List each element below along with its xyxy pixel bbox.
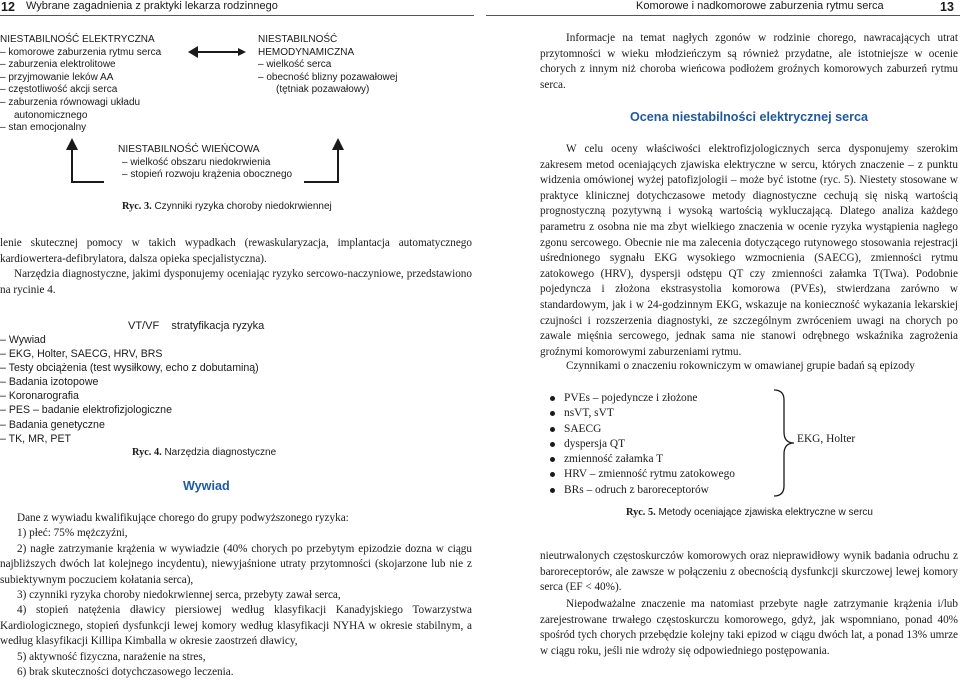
coronary-item: – stopień rozwoju krążenia obocznego [122,169,293,181]
left-paragraph-1: lenie skutecznej pomocy w takich wypadkach (rewaskularyzacja, implantacja automatycznego kardiowertera-defibrylatora, dalsza opieka specjalistyczna). [0,237,472,265]
electrical-item: autonomicznego [14,109,88,121]
right-last-paragraph: Niepodważalne znaczenie ma natomiast przebyte nagłe zatrzymanie krążenia i/lub zarejestrowane trwałego częstoskurczu komorowego, gdyż, jak wspomniano, ponad 40% spośród tych chorych przebędzie kolejny taki epizod w ciągu dwóch lat, a ponad 13% umrze w ciągu roku, jeśli nie wdroży się odpowiedniego postępowania. [540,598,958,657]
fig3-caption [122,201,332,212]
curly-brace-icon [770,388,800,498]
wywiad-intro: Dane z wywiadu kwalifikujące chorego do grupy podwyższonego ryzyka: [17,512,349,524]
electrical-item: – zaburzenia równowagi układu [0,96,141,108]
right-running-title: Komorowe i nadkomorowe zaburzenia rytmu serca [636,0,884,12]
coronary-title: NIESTABILNOŚĆ WIEŃCOWA [118,144,260,155]
left-paragraph-2: Narzędzia diagnostyczne, jakimi dysponujemy oceniając ryzyko sercowo-naczyniowe, przedstawiono na rycinie 4. [0,268,472,296]
electrical-item: – komorowe zaburzenia rytmu serca [0,46,162,58]
fig5-caption-label: Ryc. 5. [626,507,656,518]
electrical-item: – stan emocjonalny [0,122,87,134]
fig4-item: – Wywiad [0,334,46,346]
hemodynamic-item: – obecność blizny pozawałowej [258,71,398,83]
fig4-item: – Badania izotopowe [0,376,99,389]
fig5-bullet: PVEs – pojedyncze i złożone [548,391,735,406]
wywiad-item: 5) aktywność fizyczna, narażenie na stres, [17,650,206,663]
wywiad-section [0,511,472,680]
electrical-item: – przyjmowanie leków AA [0,71,114,83]
fig5-brace-label: EKG, Holter [797,433,856,445]
fig5-caption [626,507,873,518]
right-elbow-arrow-icon [304,148,338,182]
fig4-caption-label: Ryc. 4. [132,447,162,458]
hemodynamic-item: (tętniak pozawałowy) [276,84,370,96]
fig4-list [0,333,259,446]
fig4-item: – Koronarografia [0,390,79,403]
hemodynamic-item: – wielkość serca [258,59,332,71]
left-page-number: 12 [1,0,15,14]
fig5-bullet: BRs – odruch z baroreceptorów [548,483,735,498]
fig5-bullet: SAECG [548,422,735,437]
fig4-caption-text: Narzędzia diagnostyczne [161,447,277,458]
left-running-title: Wybrane zagadnienia z praktyki lekarza rodzinnego [26,0,278,12]
hemodynamic-title: HEMODYNAMICZNA [258,46,355,58]
right-page-number: 13 [940,0,954,14]
fig3-caption-label: Ryc. 3. [122,201,152,212]
arrowhead-left-icon [188,46,198,58]
right-section-heading: Ocena niestabilności elektrycznej serca [630,110,869,124]
fig3-caption-text: Czynniki ryzyka choroby niedokrwiennej [151,201,332,212]
fig4-item: – TK, MR, PET [0,432,72,445]
wywiad-item: 4) stopień natężenia dławicy piersiowej według klasyfikacji Kanadyjskiego Towarzystwa Kardiologicznego, stopień dysfunkcji lewej komory według klasyfikacji NYHA w okresie stabilnym, a według klasyfikacji Killipa Kimballa w okresie zaostrzeń dławicy, [0,604,472,648]
wywiad-item: 6) brak skuteczności dotychczasowego leczenia. [17,666,234,679]
header-rule-left [0,15,474,16]
fig4-title: VT/VF stratyfikacja ryzyka [128,320,265,332]
fig5-bullet: HRV – zmienność rytmu zatokowego [548,467,735,482]
wywiad-item: 2) nagłe zatrzymanie krążenia w wywiadzie (40% chorych po przebytym epizodzie dozna w ciągu najbliższych dwóch lat kolejnego incydentu), niewyjaśnione utraty przytomności (skojarzone lub nie z subiektywnym poczuciem kołatania serca), [0,542,472,586]
fig4-item: – Testy obciążenia (test wysiłkowy, echo z dobutaminą) [0,362,259,375]
header-rule-right [486,15,960,16]
right-neutral-paragraph: nieutrwalonych częstoskurczów komorowych oraz nieprawidłowy wynik badania odruchu z baroreceptorów, ale zawsze w połączeniu z obecnością dysfunkcji skurczowej lewej komory serca (EF < 40%). [540,550,958,594]
wywiad-item: 1) płeć: 75% mężczyźni, [17,527,128,540]
right-forecast-paragraph: Czynnikami o znaczeniu rokowniczym w omawianej grupie badań są epizody [566,360,915,372]
fig4-caption [132,447,276,458]
right-main-paragraph: W celu oceny właściwości elektrofizjologicznych serca dysponujemy szerokim zakresem metod oceniających zjawiska elektryczne w sercu, których znaczenie – z punktu widzenia omówionej wyżej patofizjologii – może być istotne (ryc. 5). Niestety stosowane w praktyce klinicznej dotychczasowe metody diagnostyczne cechują się niską wartością prognostyczną pozytywną i wysoką wartością wykluczającą. Dlatego analiza każdego parametru z osobna nie ma zbyt wielkiego znaczenia w ocenie ryzyka wystąpienia nagłego zgonu sercowego. Obecnie nie ma zalecenia dotyczącego rutynowego stosowania rejestracji uśrednionego sygnału EKG wysokiego wzmocnienia (SAECG), zmienności rytmu zatokowego (HRV), dyspersji odstępu QT czy zmienności załamka T(Twa). Podobnie pojedyncza i złożona ekstrasystolia komorowa (PVEs), stwierdzana zarówno w standardowym, jak i w 24-godzinnym EKG, wskazuje na konieczność wykazania lekarskiej czujności i rozszerzenia diagnostyki, ze szczególnym zwróceniem uwagi na chorych po zawale mięśnia sercowego, jednak sama nie stanowi odrębnego wskaźnika zagrożenia groźnymi komorowymi zaburzeniami rytmu. [540,143,958,358]
wywiad-item: 3) czynniki ryzyka choroby niedokrwiennej serca, przebyty zawał serca, [17,589,341,602]
left-elbow-arrow-icon [72,148,104,182]
fig5-caption-text: Metody oceniające zjawiska elektryczne w sercu [655,507,873,518]
electrical-item: – zaburzenia elektrolitowe [0,59,116,71]
electrical-item: – częstotliwość akcji serca [0,84,118,96]
fig4-item: – Badania genetyczne [0,418,105,431]
fig5-bullet: dyspersja QT [548,437,735,452]
right-intro-paragraph: Informacje na temat nagłych zgonów w rodzinie chorego, nawracających utrat przytomności w wieku młodzieńczym są również przydatne, ale istotniejsze w ocenie chorych z innym niż choroba wieńcowa podłożem groźnych komorowych zaburzeń rytmu serca. [540,32,958,91]
wywiad-heading: Wywiad [183,479,230,493]
fig4-item: – PES – badanie elektrofizjologiczne [0,404,172,417]
fig4-item: – EKG, Holter, SAECG, HRV, BRS [0,348,163,361]
fig5-bullet: nsVT, sVT [548,406,735,421]
fig5-list [548,391,735,498]
fig3-arrows [0,20,420,220]
fig5-bullet: zmienność załamka T [548,452,735,467]
coronary-item: – wielkość obszaru niedokrwienia [122,156,271,168]
hemodynamic-title: NIESTABILNOŚĆ [258,34,338,45]
electrical-title: NIESTABILNOŚĆ ELEKTRYCZNA [0,34,155,45]
